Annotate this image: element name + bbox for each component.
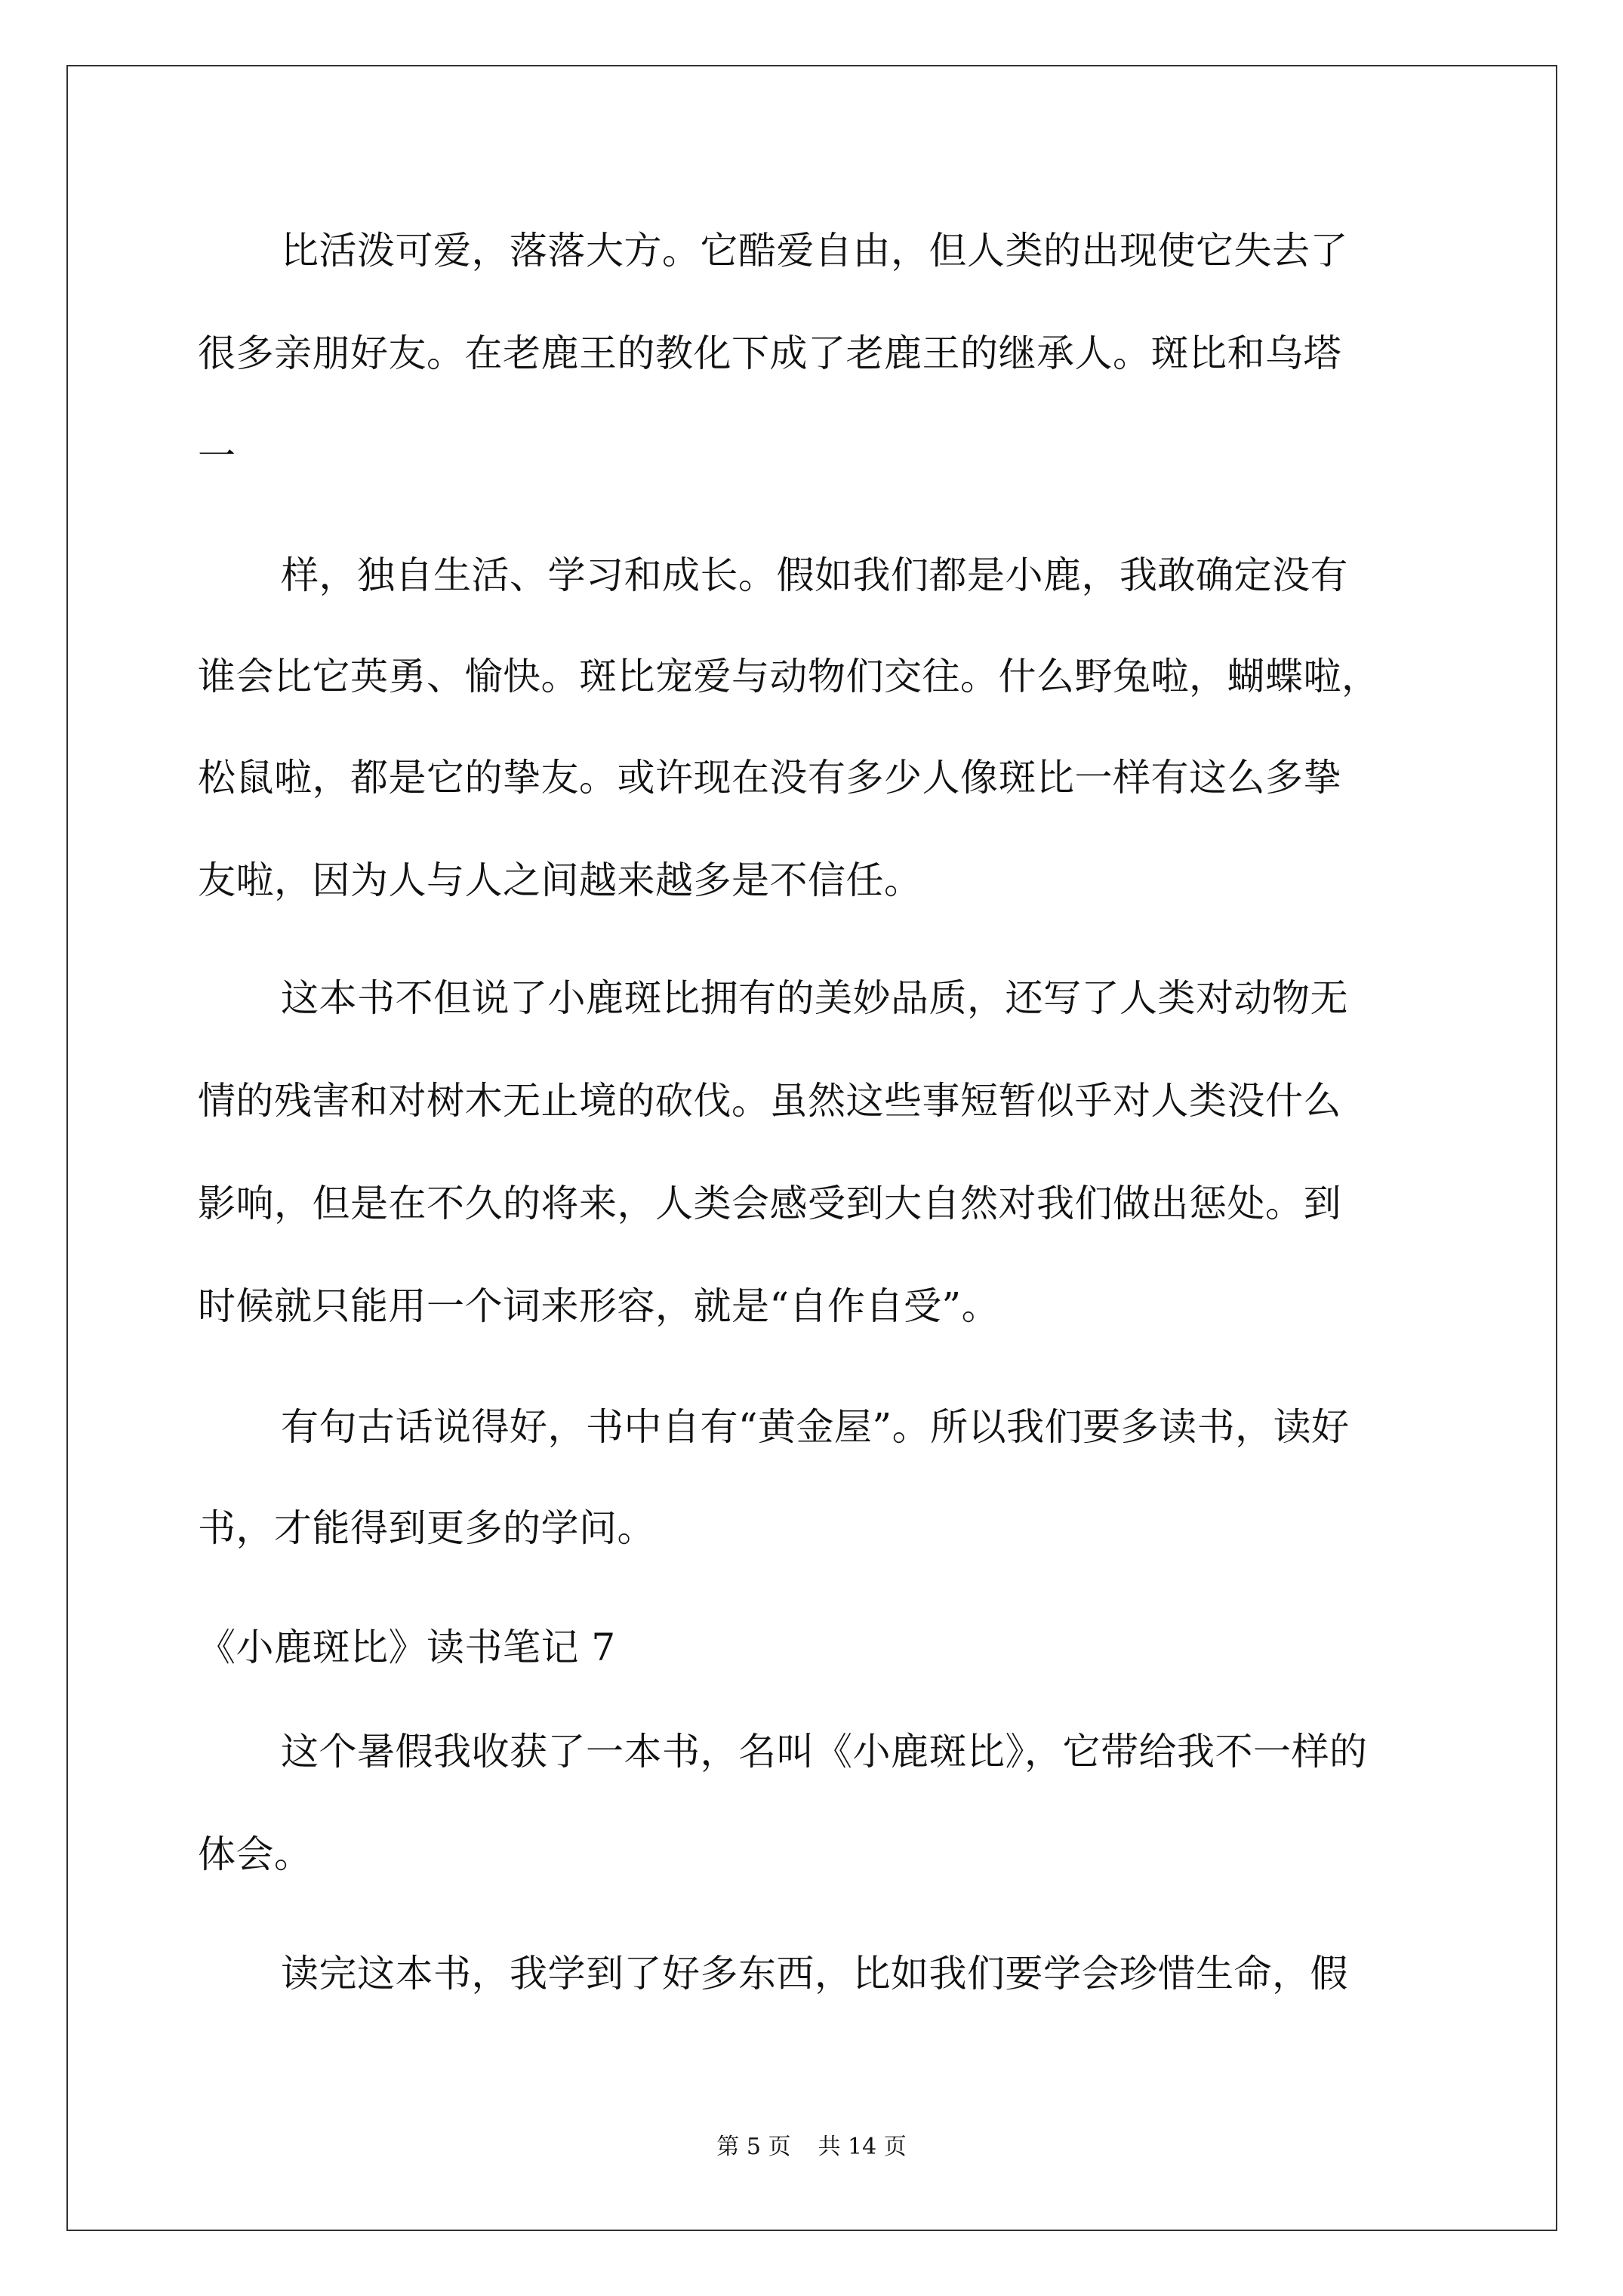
section-heading: 《小鹿斑比》读书笔记 7 [198,1626,616,1669]
paragraph-line: 时候就只能用一个词来形容，就是“自作自受”。 [198,1284,1000,1328]
paragraph-line: 谁会比它英勇、愉快。斑比宠爱与动物们交往。什么野兔啦，蝴蝶啦， [198,655,1380,698]
page-footer [0,2134,1623,2161]
paragraph-line: 体会。 [198,1832,313,1876]
page-number: 第 5 页 [716,2134,791,2160]
paragraph-line: 这个暑假我收获了一本书，名叫《小鹿斑比》，它带给我不一样的 [281,1730,1368,1774]
paragraph-line: 情的残害和对树木无止境的砍伐。虽然这些事短暂似乎对人类没什么 [198,1079,1341,1123]
paragraph-line: 有句古话说得好，书中自有“黄金屋”。所以我们要多读书，读好 [281,1405,1350,1449]
paragraph-line: 影响，但是在不久的将来，人类会感受到大自然对我们做出惩处。到 [198,1182,1341,1225]
paragraph-line: 一 [198,434,236,478]
paragraph-line: 松鼠啦，都是它的挚友。或许现在没有多少人像斑比一样有这么多挚 [198,756,1341,800]
page-total: 共 14 页 [818,2134,907,2160]
paragraph-line: 读完这本书，我学到了好多东西，比如我们要学会珍惜生命，假 [281,1952,1348,1996]
paragraph-line: 书，才能得到更多的学问。 [198,1506,655,1550]
paragraph-line: 这本书不但说了小鹿斑比拥有的美妙品质，还写了人类对动物无 [281,976,1348,1020]
paragraph-line: 样，独自生活、学习和成长。假如我们都是小鹿，我敢确定没有 [281,553,1348,597]
paragraph-line: 友啦，因为人与人之间越来越多是不信任。 [198,858,922,902]
paragraph-line: 比活泼可爱，落落大方。它酷爱自由，但人类的出现使它失去了 [281,229,1348,273]
page-frame [66,65,1557,2231]
paragraph-line: 很多亲朋好友。在老鹿王的教化下成了老鹿王的继承人。斑比和乌塔 [198,331,1341,375]
